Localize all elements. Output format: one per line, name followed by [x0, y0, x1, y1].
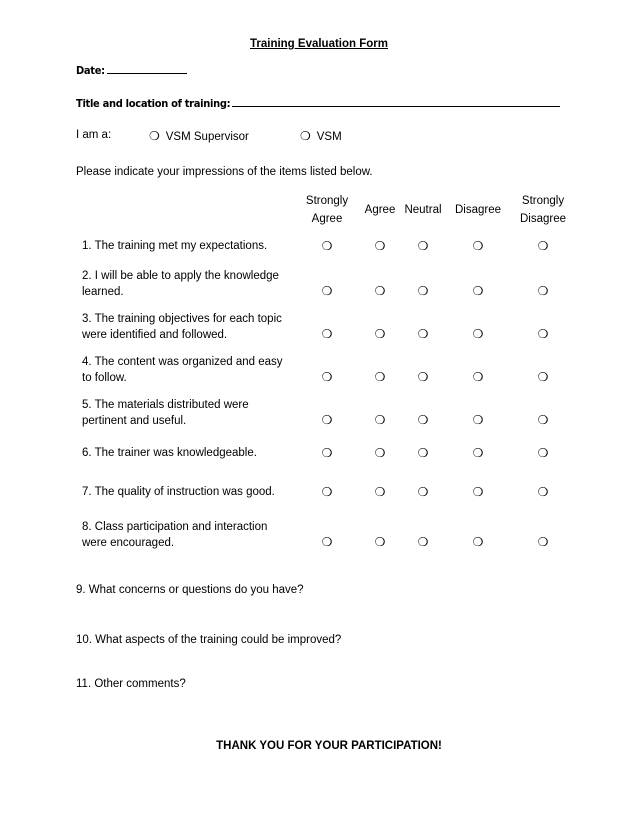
- rating-radio-circle-icon[interactable]: ❍: [321, 446, 333, 460]
- rating-radio-circle-icon[interactable]: ❍: [417, 413, 429, 427]
- form-title: Training Evaluation Form: [249, 38, 389, 50]
- rating-row: [76, 472, 578, 512]
- rating-radio-circle-icon[interactable]: ❍: [537, 413, 549, 427]
- rating-radio-circle-icon[interactable]: ❍: [537, 327, 549, 341]
- rating-radio-circle-icon[interactable]: ❍: [374, 535, 386, 549]
- thank-you-message: THANK YOU FOR YOUR PARTICIPATION!: [216, 740, 442, 752]
- radio-circle-icon: ❍: [149, 129, 160, 143]
- rating-radio-circle-icon[interactable]: ❍: [417, 327, 429, 341]
- rating-row: [76, 392, 578, 434]
- rating-item-line: pertinent and useful.: [82, 415, 187, 427]
- scale-header: [292, 190, 362, 230]
- rating-item-line: 6. The trainer was knowledgeable.: [82, 447, 257, 459]
- rating-item-line: 1. The training met my expectations.: [82, 240, 268, 252]
- date-label: Date:: [76, 64, 105, 77]
- rating-item-line: 7. The quality of instruction was good.: [82, 486, 275, 498]
- rating-radio-circle-icon[interactable]: ❍: [417, 239, 429, 253]
- rating-radio-circle-icon[interactable]: ❍: [321, 535, 333, 549]
- date-row: [76, 64, 187, 77]
- rating-item-line: 3. The training objectives for each topic: [82, 313, 282, 325]
- rating-radio-circle-icon[interactable]: ❍: [417, 485, 429, 499]
- rating-row: [76, 262, 578, 306]
- rating-radio-circle-icon[interactable]: ❍: [472, 446, 484, 460]
- rating-item-text: [76, 512, 292, 558]
- item-header: [76, 190, 292, 230]
- scale-header-line: Disagree: [454, 204, 502, 216]
- rating-item-text: [76, 306, 292, 348]
- role-prompt: I am a:: [76, 129, 112, 141]
- rating-radio-circle-icon[interactable]: ❍: [537, 535, 549, 549]
- rating-item-text: [76, 262, 292, 306]
- scale-header-row: [76, 190, 578, 230]
- rating-item-line: 2. I will be able to apply the knowledge: [82, 270, 279, 282]
- rating-radio-circle-icon[interactable]: ❍: [472, 284, 484, 298]
- scale-header: [362, 190, 398, 230]
- rating-radio-circle-icon[interactable]: ❍: [374, 284, 386, 298]
- rating-row: [76, 230, 578, 262]
- rating-radio-circle-icon[interactable]: ❍: [472, 535, 484, 549]
- scale-header-line: Disagree: [519, 213, 567, 225]
- rating-item-line: were identified and followed.: [82, 329, 228, 341]
- rating-item-text: [76, 348, 292, 392]
- rating-row: [76, 512, 578, 558]
- rating-radio-circle-icon[interactable]: ❍: [321, 370, 333, 384]
- rating-radio-circle-icon[interactable]: ❍: [374, 370, 386, 384]
- scale-header: [448, 190, 508, 230]
- radio-circle-icon: ❍: [300, 129, 311, 143]
- instructions: Please indicate your impressions of the items listed below.: [76, 166, 373, 178]
- rating-radio-circle-icon[interactable]: ❍: [417, 535, 429, 549]
- rating-radio-circle-icon[interactable]: ❍: [417, 370, 429, 384]
- rating-radio-circle-icon[interactable]: ❍: [374, 485, 386, 499]
- rating-item-text: [76, 230, 292, 262]
- date-field[interactable]: [107, 64, 187, 74]
- rating-radio-circle-icon[interactable]: ❍: [472, 485, 484, 499]
- rating-radio-circle-icon[interactable]: ❍: [417, 446, 429, 460]
- rating-item-line: 8. Class participation and interaction: [82, 521, 268, 533]
- scale-header: [508, 190, 578, 230]
- role-option-label: VSM: [316, 131, 342, 143]
- rating-row: [76, 306, 578, 348]
- training-title-row: [76, 97, 560, 110]
- training-title-label: Title and location of training:: [76, 97, 231, 110]
- rating-radio-circle-icon[interactable]: ❍: [374, 327, 386, 341]
- rating-radio-circle-icon[interactable]: ❍: [472, 239, 484, 253]
- question-other-comments: 11. Other comments?: [76, 678, 186, 690]
- rating-radio-circle-icon[interactable]: ❍: [472, 327, 484, 341]
- rating-item-line: 4. The content was organized and easy: [82, 356, 283, 368]
- scale-header-line: Strongly: [305, 195, 349, 207]
- scale-header-line: Neutral: [404, 204, 442, 216]
- rating-radio-circle-icon[interactable]: ❍: [537, 446, 549, 460]
- rating-item-line: to follow.: [82, 372, 127, 384]
- rating-radio-circle-icon[interactable]: ❍: [537, 239, 549, 253]
- rating-radio-circle-icon[interactable]: ❍: [374, 413, 386, 427]
- rating-radio-circle-icon[interactable]: ❍: [321, 413, 333, 427]
- rating-item-line: 5. The materials distributed were: [82, 399, 249, 411]
- rating-radio-circle-icon[interactable]: ❍: [472, 370, 484, 384]
- rating-item-line: were encouraged.: [82, 537, 175, 549]
- question-improvements: 10. What aspects of the training could be improved?: [76, 634, 342, 646]
- scale-header-line: Agree: [311, 213, 343, 225]
- rating-item-text: [76, 392, 292, 434]
- rating-radio-circle-icon[interactable]: ❍: [321, 485, 333, 499]
- rating-item-line: learned.: [82, 286, 124, 298]
- rating-radio-circle-icon[interactable]: ❍: [374, 446, 386, 460]
- rating-table: [76, 190, 578, 558]
- question-concerns: 9. What concerns or questions do you have?: [76, 584, 304, 596]
- rating-row: [76, 434, 578, 472]
- rating-radio-circle-icon[interactable]: ❍: [537, 370, 549, 384]
- rating-radio-circle-icon[interactable]: ❍: [417, 284, 429, 298]
- rating-radio-circle-icon[interactable]: ❍: [321, 284, 333, 298]
- scale-header-line: Strongly: [521, 195, 565, 207]
- training-title-field[interactable]: [232, 97, 560, 107]
- role-option-vsm-supervisor[interactable]: [149, 129, 249, 143]
- rating-item-text: [76, 434, 292, 472]
- rating-radio-circle-icon[interactable]: ❍: [537, 284, 549, 298]
- rating-radio-circle-icon[interactable]: ❍: [321, 239, 333, 253]
- rating-radio-circle-icon[interactable]: ❍: [321, 327, 333, 341]
- rating-row: [76, 348, 578, 392]
- rating-item-text: [76, 472, 292, 512]
- role-option-label: VSM Supervisor: [165, 131, 249, 143]
- scale-header: [398, 190, 448, 230]
- scale-header-line: Agree: [364, 204, 396, 216]
- rating-radio-circle-icon[interactable]: ❍: [472, 413, 484, 427]
- role-option-vsm[interactable]: [300, 129, 342, 143]
- rating-radio-circle-icon[interactable]: ❍: [374, 239, 386, 253]
- rating-radio-circle-icon[interactable]: ❍: [537, 485, 549, 499]
